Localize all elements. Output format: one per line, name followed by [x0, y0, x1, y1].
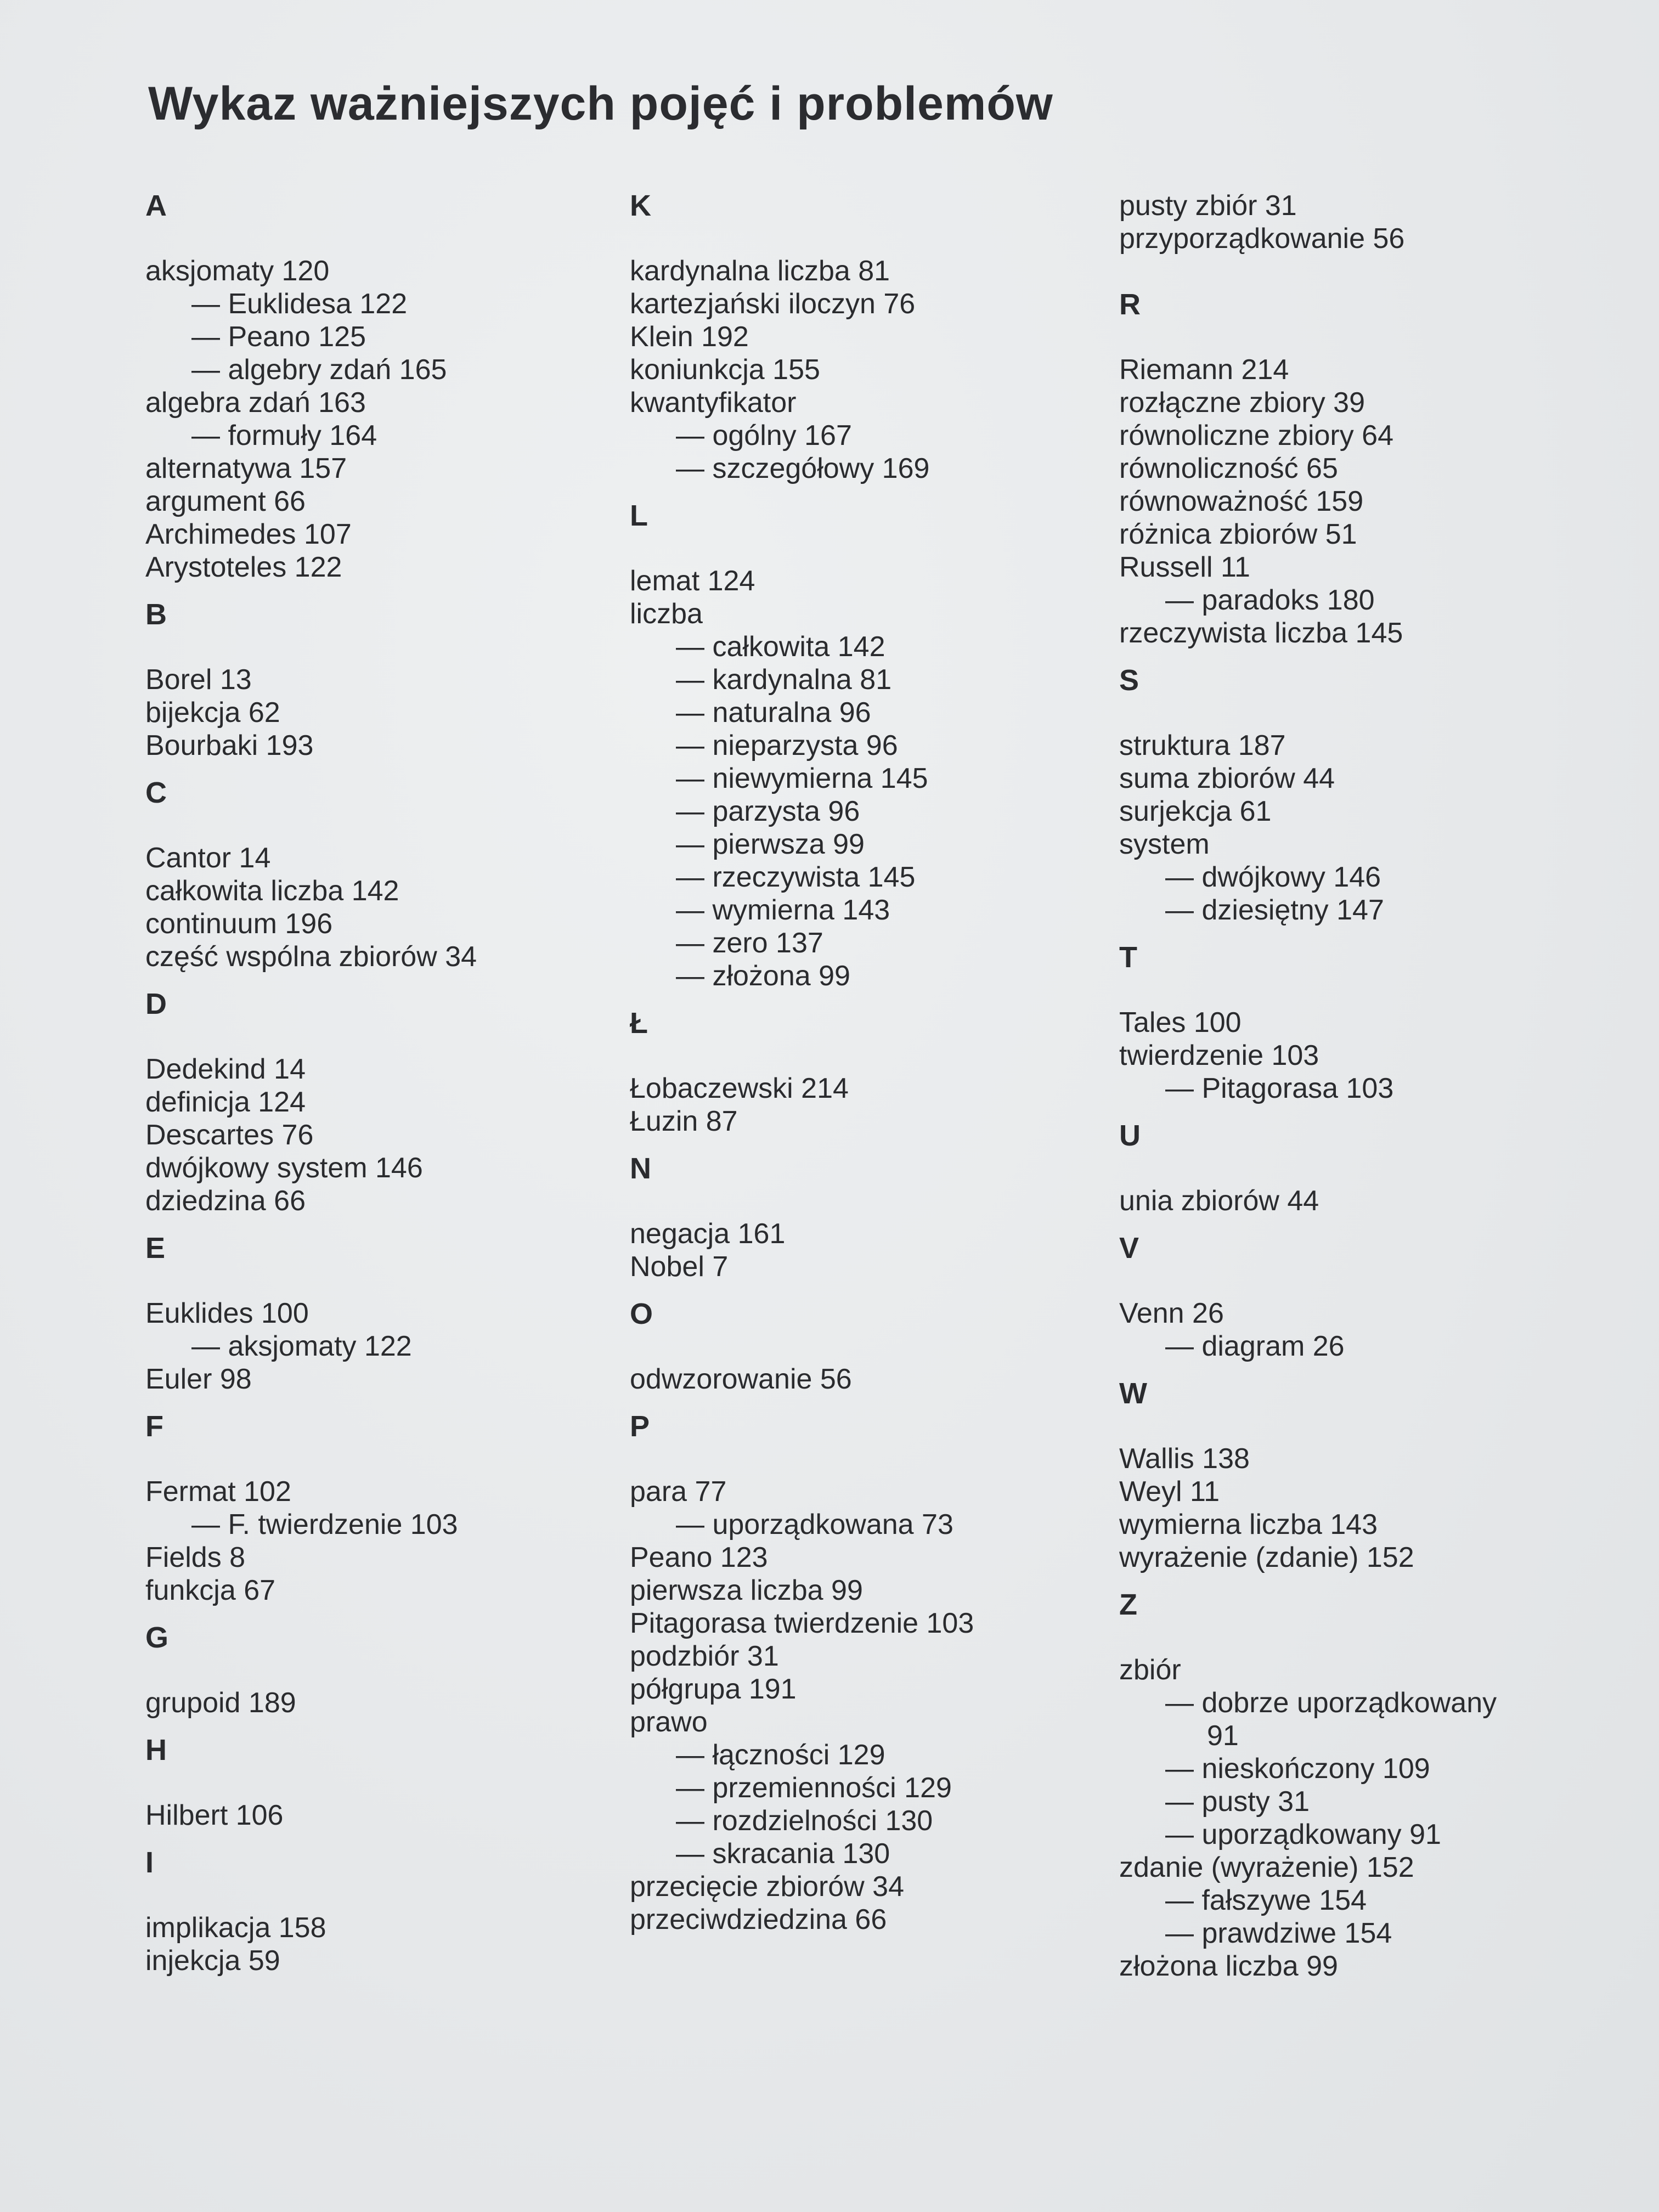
section-entries: [145, 842, 617, 973]
index-entry: — rozdzielności 130: [676, 1805, 933, 1837]
index-entry: Klein 192: [630, 321, 749, 353]
index-entry: — pierwsza 99: [676, 828, 865, 860]
index-section-e: [145, 1232, 617, 1396]
index-entry: — Euklidesa 122: [191, 288, 408, 320]
index-entry: Tales 100: [1119, 1007, 1242, 1039]
index-entry: implikacja 158: [145, 1912, 326, 1944]
continued-entries: [1119, 189, 1613, 255]
section-entries: [1119, 353, 1613, 650]
section-entries: [1119, 1297, 1613, 1363]
index-section-v: [1119, 1232, 1613, 1363]
index-entry: struktura 187: [1119, 730, 1286, 761]
index-entry: — skracania 130: [676, 1838, 890, 1870]
index-entry: — prawdziwe 154: [1165, 1917, 1392, 1949]
section-letter: C: [145, 776, 167, 809]
index-section-s: [1119, 664, 1613, 927]
index-section-g: [145, 1621, 617, 1719]
section-letter: U: [1119, 1119, 1141, 1152]
index-entry: część wspólna zbiorów 34: [145, 941, 477, 973]
index-entry: Fields 8: [145, 1542, 246, 1573]
index-entry: continuum 196: [145, 908, 333, 940]
section-letter: G: [145, 1621, 169, 1654]
index-column-1: [145, 184, 617, 1979]
index-entry: równoważność 159: [1119, 486, 1364, 517]
index-entry: wyrażenie (zdanie) 152: [1119, 1542, 1414, 1573]
index-entry: dziedzina 66: [145, 1185, 306, 1217]
index-column-2: [630, 184, 1102, 1938]
index-entry: Peano 123: [630, 1542, 768, 1573]
section-letter: S: [1119, 664, 1139, 697]
index-entry: Arystoteles 122: [145, 551, 342, 583]
index-entry: — dwójkowy 146: [1165, 861, 1381, 893]
index-entry: — dziesiętny 147: [1165, 894, 1384, 926]
section-entries: [1119, 1006, 1613, 1105]
index-column-3: [1119, 184, 1613, 1985]
index-entry: pierwsza liczba 99: [630, 1575, 863, 1606]
page-title: Wykaz ważniejszych pojęć i problemów: [148, 77, 1053, 130]
index-entry: Łobaczewski 214: [630, 1073, 849, 1104]
index-entry: Fermat 102: [145, 1476, 291, 1508]
section-entries: [1119, 1184, 1613, 1217]
section-entries: [630, 565, 1102, 992]
section-letter: P: [630, 1410, 650, 1443]
section-entries: [145, 1297, 617, 1396]
index-entry: Weyl 11: [1119, 1476, 1220, 1508]
index-section-h: [145, 1734, 617, 1832]
index-entry: — uporządkowany 91: [1165, 1819, 1441, 1850]
index-entry: zbiór: [1119, 1654, 1181, 1686]
index-entry: — niewymierna 145: [676, 763, 928, 794]
index-entry: — algebry zdań 165: [191, 354, 447, 386]
index-entry: Euklides 100: [145, 1297, 309, 1329]
index-entry: — złożona 99: [676, 960, 850, 992]
index-entry: — parzysta 96: [676, 795, 860, 827]
index-entry: — naturalna 96: [676, 697, 871, 729]
index-entry: — całkowita 142: [676, 631, 885, 663]
index-entry: rzeczywista liczba 145: [1119, 617, 1403, 649]
index-entry: argument 66: [145, 486, 306, 517]
section-entries: [145, 1686, 617, 1719]
section-letter: L: [630, 499, 648, 532]
index-entry: dwójkowy system 146: [145, 1152, 423, 1184]
index-entry: kartezjański iloczyn 76: [630, 288, 916, 320]
index-entry: — fałszywe 154: [1165, 1884, 1367, 1916]
section-letter: Ł: [630, 1007, 648, 1040]
index-entry: rozłączne zbiory 39: [1119, 387, 1365, 419]
index-entry: — aksjomaty 122: [191, 1330, 412, 1362]
index-entry: — nieparzysta 96: [676, 730, 898, 761]
index-entry: — uporządkowana 73: [676, 1509, 953, 1541]
index-entry: odwzorowanie 56: [630, 1363, 852, 1395]
section-letter: T: [1119, 941, 1137, 974]
section-entries: [145, 1799, 617, 1832]
index-entry: para 77: [630, 1476, 727, 1508]
index-entry: Nobel 7: [630, 1251, 729, 1283]
index-entry: liczba: [630, 598, 703, 630]
index-entry: bijekcja 62: [145, 697, 280, 729]
index-entry: negacja 161: [630, 1218, 786, 1250]
index-entry: kardynalna liczba 81: [630, 255, 890, 287]
index-entry: Descartes 76: [145, 1119, 314, 1151]
index-section-u: [1119, 1119, 1613, 1217]
section-entries: [145, 663, 617, 762]
index-entry: koniunkcja 155: [630, 354, 820, 386]
index-entry: Dedekind 14: [145, 1053, 306, 1085]
index-entry: kwantyfikator: [630, 387, 797, 419]
section-letter: V: [1119, 1232, 1139, 1265]
index-section-t: [1119, 941, 1613, 1105]
index-entry: pusty zbiór 31: [1119, 190, 1297, 222]
section-letter: I: [145, 1846, 154, 1879]
section-entries: [1119, 1654, 1613, 1983]
index-entry: — Pitagorasa 103: [1165, 1073, 1394, 1104]
index-entry: Hilbert 106: [145, 1799, 284, 1831]
index-entry: prawo: [630, 1706, 708, 1738]
section-letter: K: [630, 189, 651, 222]
index-entry: funkcja 67: [145, 1575, 276, 1606]
index-section-n: [630, 1152, 1102, 1283]
index-entry: lemat 124: [630, 565, 755, 597]
index-entry: aksjomaty 120: [145, 255, 330, 287]
section-entries: [145, 1475, 617, 1607]
index-section-c: [145, 776, 617, 973]
index-entry: różnica zbiorów 51: [1119, 518, 1357, 550]
index-entry: — dobrze uporządkowany: [1165, 1687, 1497, 1719]
index-section-f: [145, 1410, 617, 1607]
index-entry: Russell 11: [1119, 551, 1250, 583]
index-section-k: [630, 189, 1102, 485]
index-entry: — formuły 164: [191, 420, 377, 452]
index-entry: Venn 26: [1119, 1297, 1224, 1329]
section-entries: [145, 1911, 617, 1977]
section-letter: A: [145, 189, 167, 222]
index-entry: Pitagorasa twierdzenie 103: [630, 1607, 974, 1639]
index-section-b: [145, 598, 617, 762]
index-entry: — nieskończony 109: [1165, 1753, 1430, 1785]
index-entry: unia zbiorów 44: [1119, 1185, 1319, 1217]
index-entry: alternatywa 157: [145, 453, 347, 484]
section-letter: O: [630, 1297, 653, 1330]
section-letter: E: [145, 1232, 166, 1265]
index-entry: system: [1119, 828, 1210, 860]
index-entry: — łączności 129: [676, 1739, 885, 1771]
index-entry: — Peano 125: [191, 321, 366, 353]
index-entry: — pusty 31: [1165, 1786, 1310, 1818]
index-entry: Bourbaki 193: [145, 730, 314, 761]
index-entry: — F. twierdzenie 103: [191, 1509, 458, 1541]
section-letter: W: [1119, 1377, 1147, 1410]
section-entries: [145, 1053, 617, 1217]
section-entries: [630, 255, 1102, 485]
index-entry: równoliczne zbiory 64: [1119, 420, 1394, 452]
index-entry: Riemann 214: [1119, 354, 1289, 386]
index-entry: Euler 98: [145, 1363, 252, 1395]
section-letter: B: [145, 598, 167, 631]
index-entry: Archimedes 107: [145, 518, 352, 550]
section-entries: [1119, 1442, 1613, 1574]
index-section-r: [1119, 288, 1613, 650]
index-entry: równoliczność 65: [1119, 453, 1338, 484]
index-section-w: [1119, 1377, 1613, 1574]
index-section-l: [630, 499, 1102, 992]
index-entry: suma zbiorów 44: [1119, 763, 1335, 794]
index-entry: Cantor 14: [145, 842, 271, 874]
index-entry: — przemienności 129: [676, 1772, 952, 1804]
index-entry: przyporządkowanie 56: [1119, 223, 1405, 255]
index-entry: grupoid 189: [145, 1687, 296, 1719]
index-entry: całkowita liczba 142: [145, 875, 399, 907]
index-entry: surjekcja 61: [1119, 795, 1272, 827]
index-entry: — diagram 26: [1165, 1330, 1345, 1362]
index-entry: — rzeczywista 145: [676, 861, 916, 893]
index-entry: Borel 13: [145, 664, 252, 696]
index-entry: 91: [1207, 1720, 1239, 1752]
section-entries: [630, 1363, 1102, 1396]
section-letter: Z: [1119, 1588, 1137, 1621]
section-entries: [1119, 729, 1613, 927]
section-letter: D: [145, 988, 167, 1020]
index-section-i: [145, 1846, 617, 1977]
index-entry: półgrupa 191: [630, 1673, 797, 1705]
section-entries: [630, 1475, 1102, 1936]
index-entry: — ogólny 167: [676, 420, 852, 452]
section-letter: N: [630, 1152, 651, 1185]
index-entry: zdanie (wyrażenie) 152: [1119, 1852, 1414, 1883]
index-entry: Wallis 138: [1119, 1443, 1250, 1475]
index-section-p: [630, 1410, 1102, 1936]
index-entry: złożona liczba 99: [1119, 1950, 1338, 1982]
index-entry: injekcja 59: [145, 1945, 280, 1977]
index-entry: definicja 124: [145, 1086, 306, 1118]
index-entry: twierdzenie 103: [1119, 1040, 1319, 1071]
index-entry: wymierna liczba 143: [1119, 1509, 1378, 1541]
index-entry: — szczegółowy 169: [676, 453, 930, 484]
index-entry: — paradoks 180: [1165, 584, 1375, 616]
index-entry: przecięcie zbiorów 34: [630, 1871, 905, 1903]
section-entries: [630, 1217, 1102, 1283]
index-entry: — kardynalna 81: [676, 664, 892, 696]
index-entry: przeciwdziedzina 66: [630, 1904, 887, 1936]
index-section-o: [630, 1297, 1102, 1396]
index-section-d: [145, 988, 617, 1217]
index-section-z: [1119, 1588, 1613, 1983]
section-letter: R: [1119, 288, 1141, 321]
section-entries: [630, 1072, 1102, 1138]
index-entry: podzbiór 31: [630, 1640, 779, 1672]
index-entry: Łuzin 87: [630, 1105, 738, 1137]
index-entry: — zero 137: [676, 927, 823, 959]
index-section-a: [145, 189, 617, 584]
section-letter: F: [145, 1410, 163, 1443]
index-section-ł: [630, 1007, 1102, 1138]
index-entry: algebra zdań 163: [145, 387, 366, 419]
section-letter: H: [145, 1734, 167, 1767]
section-entries: [145, 255, 617, 584]
index-entry: — wymierna 143: [676, 894, 890, 926]
